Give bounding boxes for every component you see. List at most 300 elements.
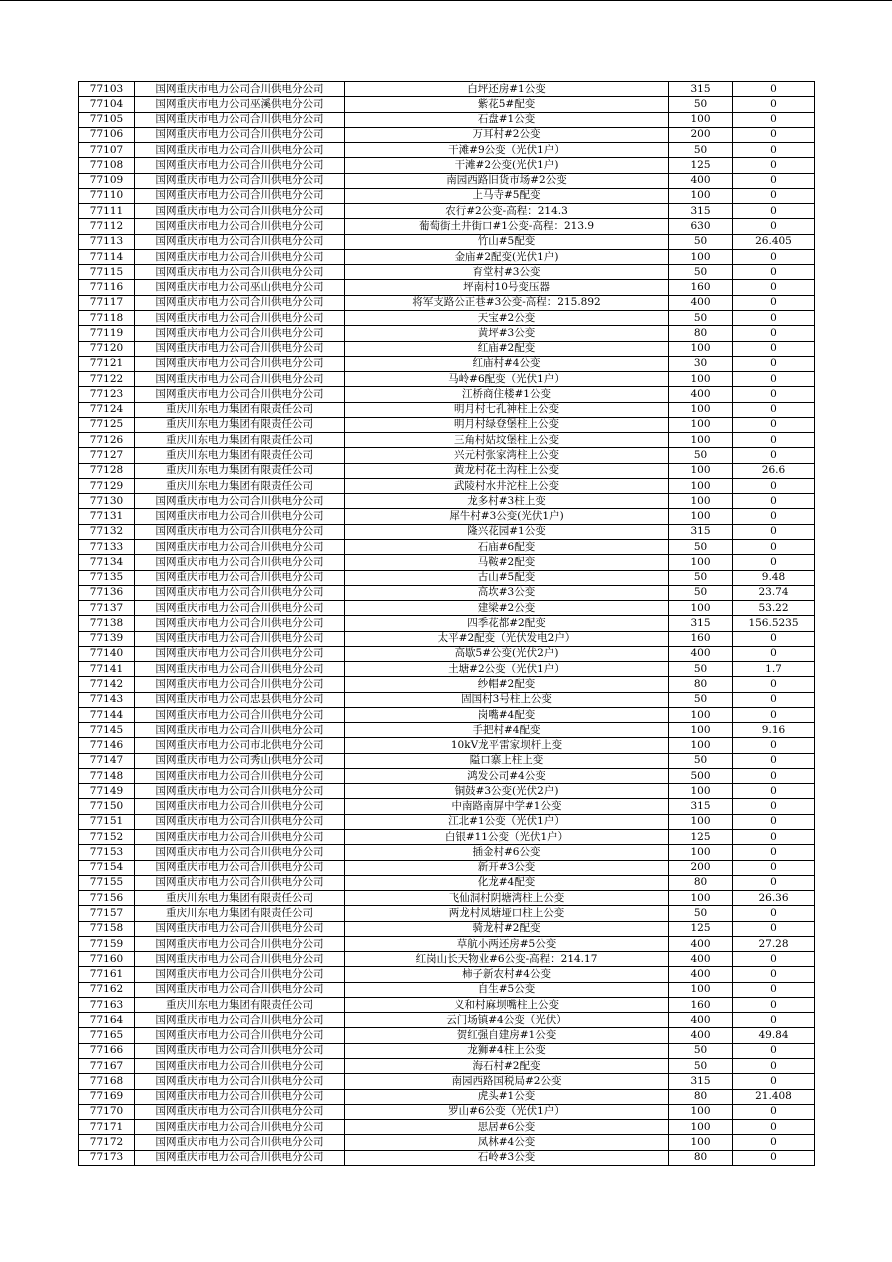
row-id-cell: 77103 bbox=[79, 82, 135, 97]
value-cell: 0 bbox=[733, 448, 815, 463]
value-cell: 0 bbox=[733, 784, 815, 799]
company-cell: 重庆川东电力集团有限责任公司 bbox=[135, 433, 345, 448]
row-id-cell: 77133 bbox=[79, 539, 135, 554]
value-cell: 0 bbox=[733, 82, 815, 97]
value-cell: 23.74 bbox=[733, 585, 815, 600]
transformer-name-cell: 马鞍#2配变 bbox=[345, 555, 669, 570]
table-row bbox=[79, 417, 815, 432]
table-row bbox=[79, 265, 815, 280]
table-row bbox=[79, 82, 815, 97]
table-row bbox=[79, 982, 815, 997]
table-row bbox=[79, 692, 815, 707]
row-id-cell: 77108 bbox=[79, 158, 135, 173]
row-id-cell: 77169 bbox=[79, 1089, 135, 1104]
capacity-cell: 100 bbox=[669, 341, 733, 356]
row-id-cell: 77131 bbox=[79, 509, 135, 524]
transformer-name-cell: 石庙#6配变 bbox=[345, 539, 669, 554]
company-cell: 国网重庆市电力公司合川供电分公司 bbox=[135, 967, 345, 982]
company-cell: 国网重庆市电力公司合川供电分公司 bbox=[135, 1013, 345, 1028]
capacity-cell: 100 bbox=[669, 814, 733, 829]
row-id-cell: 77150 bbox=[79, 799, 135, 814]
row-id-cell: 77116 bbox=[79, 280, 135, 295]
transformer-name-cell: 高坎#3公变 bbox=[345, 585, 669, 600]
row-id-cell: 77107 bbox=[79, 143, 135, 158]
table-row bbox=[79, 127, 815, 142]
table-row bbox=[79, 906, 815, 921]
transformer-name-cell: 新开#3公变 bbox=[345, 860, 669, 875]
capacity-cell: 315 bbox=[669, 82, 733, 97]
row-id-cell: 77137 bbox=[79, 601, 135, 616]
value-cell: 0 bbox=[733, 921, 815, 936]
capacity-cell: 400 bbox=[669, 1013, 733, 1028]
transformer-name-cell: 隘口寨上柱上变 bbox=[345, 753, 669, 768]
transformer-name-cell: 太平#2配变（光伏发电2户） bbox=[345, 631, 669, 646]
transformer-name-cell: 葡萄街土井街口#1公变-高程：213.9 bbox=[345, 219, 669, 234]
transformer-name-cell: 隆兴花园#1公变 bbox=[345, 524, 669, 539]
row-id-cell: 77122 bbox=[79, 372, 135, 387]
value-cell: 0 bbox=[733, 433, 815, 448]
company-cell: 国网重庆市电力公司合川供电分公司 bbox=[135, 82, 345, 97]
table-row bbox=[79, 936, 815, 951]
capacity-cell: 100 bbox=[669, 555, 733, 570]
table-row bbox=[79, 601, 815, 616]
capacity-cell: 50 bbox=[669, 97, 733, 112]
table-row bbox=[79, 1043, 815, 1058]
capacity-cell: 100 bbox=[669, 845, 733, 860]
transformer-name-cell: 化龙#4配变 bbox=[345, 875, 669, 890]
capacity-cell: 50 bbox=[669, 906, 733, 921]
table-row bbox=[79, 555, 815, 570]
company-cell: 国网重庆市电力公司合川供电分公司 bbox=[135, 509, 345, 524]
company-cell: 国网重庆市电力公司合川供电分公司 bbox=[135, 799, 345, 814]
capacity-cell: 200 bbox=[669, 127, 733, 142]
company-cell: 国网重庆市电力公司合川供电分公司 bbox=[135, 494, 345, 509]
company-cell: 国网重庆市电力公司合川供电分公司 bbox=[135, 570, 345, 585]
company-cell: 国网重庆市电力公司合川供电分公司 bbox=[135, 921, 345, 936]
transformer-name-cell: 江北#1公变（光伏1户） bbox=[345, 814, 669, 829]
row-id-cell: 77151 bbox=[79, 814, 135, 829]
company-cell: 国网重庆市电力公司合川供电分公司 bbox=[135, 204, 345, 219]
table-row bbox=[79, 784, 815, 799]
value-cell: 0 bbox=[733, 814, 815, 829]
value-cell: 0 bbox=[733, 1135, 815, 1150]
value-cell: 0 bbox=[733, 952, 815, 967]
row-id-cell: 77144 bbox=[79, 707, 135, 722]
value-cell: 0 bbox=[733, 1043, 815, 1058]
table-row bbox=[79, 860, 815, 875]
transformer-name-cell: 育堂村#3公变 bbox=[345, 265, 669, 280]
value-cell: 0 bbox=[733, 310, 815, 325]
value-cell: 0 bbox=[733, 677, 815, 692]
transformer-name-cell: 中南路南屏中学#1公变 bbox=[345, 799, 669, 814]
company-cell: 国网重庆市电力公司合川供电分公司 bbox=[135, 1028, 345, 1043]
value-cell: 0 bbox=[733, 204, 815, 219]
table-row bbox=[79, 478, 815, 493]
capacity-cell: 400 bbox=[669, 646, 733, 661]
transformer-name-cell: 白银#11公变（光伏1户） bbox=[345, 830, 669, 845]
value-cell: 0 bbox=[733, 265, 815, 280]
company-cell: 重庆川东电力集团有限责任公司 bbox=[135, 478, 345, 493]
company-cell: 国网重庆市电力公司合川供电分公司 bbox=[135, 127, 345, 142]
value-cell: 27.28 bbox=[733, 936, 815, 951]
table-row bbox=[79, 143, 815, 158]
transformer-name-cell: 石盘#1公变 bbox=[345, 112, 669, 127]
company-cell: 国网重庆市电力公司合川供电分公司 bbox=[135, 219, 345, 234]
table-row bbox=[79, 509, 815, 524]
table-row bbox=[79, 631, 815, 646]
transformer-name-cell: 铜鼓#3公变(光伏2户) bbox=[345, 784, 669, 799]
value-cell: 21.408 bbox=[733, 1089, 815, 1104]
capacity-cell: 100 bbox=[669, 372, 733, 387]
capacity-cell: 315 bbox=[669, 204, 733, 219]
transformer-name-cell: 竹山#5配变 bbox=[345, 234, 669, 249]
value-cell: 0 bbox=[733, 555, 815, 570]
table-row bbox=[79, 326, 815, 341]
row-id-cell: 77160 bbox=[79, 952, 135, 967]
capacity-cell: 50 bbox=[669, 234, 733, 249]
row-id-cell: 77125 bbox=[79, 417, 135, 432]
table-row bbox=[79, 402, 815, 417]
capacity-cell: 50 bbox=[669, 265, 733, 280]
table-row bbox=[79, 173, 815, 188]
value-cell: 0 bbox=[733, 707, 815, 722]
transformer-name-cell: 白坪还房#1公变 bbox=[345, 82, 669, 97]
capacity-cell: 50 bbox=[669, 310, 733, 325]
value-cell: 0 bbox=[733, 875, 815, 890]
row-id-cell: 77173 bbox=[79, 1150, 135, 1165]
capacity-cell: 50 bbox=[669, 143, 733, 158]
row-id-cell: 77143 bbox=[79, 692, 135, 707]
company-cell: 重庆川东电力集团有限责任公司 bbox=[135, 463, 345, 478]
transformer-name-cell: 思居#6公变 bbox=[345, 1120, 669, 1135]
value-cell: 0 bbox=[733, 417, 815, 432]
transformer-name-cell: 龙狮#4柱上公变 bbox=[345, 1043, 669, 1058]
capacity-cell: 50 bbox=[669, 585, 733, 600]
row-id-cell: 77123 bbox=[79, 387, 135, 402]
row-id-cell: 77138 bbox=[79, 616, 135, 631]
row-id-cell: 77129 bbox=[79, 478, 135, 493]
value-cell: 0 bbox=[733, 173, 815, 188]
transformer-name-cell: 明月村七孔神柱上公变 bbox=[345, 402, 669, 417]
value-cell: 0 bbox=[733, 539, 815, 554]
transformer-name-cell: 紫花5#配变 bbox=[345, 97, 669, 112]
table-row bbox=[79, 738, 815, 753]
capacity-cell: 100 bbox=[669, 1104, 733, 1119]
capacity-cell: 315 bbox=[669, 1074, 733, 1089]
table-row bbox=[79, 1089, 815, 1104]
value-cell: 0 bbox=[733, 631, 815, 646]
row-id-cell: 77117 bbox=[79, 295, 135, 310]
transformer-name-cell: 插金村#6公变 bbox=[345, 845, 669, 860]
table-row bbox=[79, 341, 815, 356]
company-cell: 国网重庆市电力公司合川供电分公司 bbox=[135, 875, 345, 890]
table-row bbox=[79, 448, 815, 463]
transformer-name-cell: 海石村#2配变 bbox=[345, 1059, 669, 1074]
company-cell: 国网重庆市电力公司合川供电分公司 bbox=[135, 539, 345, 554]
transformer-name-cell: 手把村#4配变 bbox=[345, 723, 669, 738]
company-cell: 国网重庆市电力公司合川供电分公司 bbox=[135, 356, 345, 371]
capacity-cell: 100 bbox=[669, 249, 733, 264]
transformer-name-cell: 将军支路公正巷#3公变-高程：215.892 bbox=[345, 295, 669, 310]
table-row bbox=[79, 387, 815, 402]
value-cell: 0 bbox=[733, 1104, 815, 1119]
company-cell: 国网重庆市电力公司合川供电分公司 bbox=[135, 249, 345, 264]
table-row bbox=[79, 1120, 815, 1135]
company-cell: 国网重庆市电力公司合川供电分公司 bbox=[135, 1059, 345, 1074]
value-cell: 0 bbox=[733, 249, 815, 264]
capacity-cell: 400 bbox=[669, 295, 733, 310]
row-id-cell: 77166 bbox=[79, 1043, 135, 1058]
table-row bbox=[79, 845, 815, 860]
transformer-name-cell: 红岗山长天物业#6公变-高程：214.17 bbox=[345, 952, 669, 967]
value-cell: 0 bbox=[733, 112, 815, 127]
capacity-cell: 100 bbox=[669, 509, 733, 524]
company-cell: 国网重庆市电力公司合川供电分公司 bbox=[135, 631, 345, 646]
company-cell: 国网重庆市电力公司合川供电分公司 bbox=[135, 234, 345, 249]
company-cell: 国网重庆市电力公司合川供电分公司 bbox=[135, 158, 345, 173]
company-cell: 国网重庆市电力公司合川供电分公司 bbox=[135, 1150, 345, 1165]
transformer-name-cell: 10kV龙平雷家坝杆上变 bbox=[345, 738, 669, 753]
capacity-cell: 50 bbox=[669, 570, 733, 585]
value-cell: 0 bbox=[733, 753, 815, 768]
value-cell: 0 bbox=[733, 478, 815, 493]
table-row bbox=[79, 1135, 815, 1150]
capacity-cell: 200 bbox=[669, 860, 733, 875]
capacity-cell: 50 bbox=[669, 662, 733, 677]
transformer-name-cell: 马岭#6配变（光伏1户） bbox=[345, 372, 669, 387]
transformer-name-cell: 龙多村#3柱上变 bbox=[345, 494, 669, 509]
capacity-cell: 50 bbox=[669, 692, 733, 707]
value-cell: 0 bbox=[733, 402, 815, 417]
value-cell: 0 bbox=[733, 188, 815, 203]
transformer-name-cell: 三角村姑坟堡柱上公变 bbox=[345, 433, 669, 448]
row-id-cell: 77109 bbox=[79, 173, 135, 188]
value-cell: 0 bbox=[733, 1013, 815, 1028]
table-row bbox=[79, 814, 815, 829]
capacity-cell: 315 bbox=[669, 616, 733, 631]
capacity-cell: 80 bbox=[669, 1089, 733, 1104]
row-id-cell: 77161 bbox=[79, 967, 135, 982]
table-row bbox=[79, 158, 815, 173]
value-cell: 9.48 bbox=[733, 570, 815, 585]
capacity-cell: 100 bbox=[669, 891, 733, 906]
value-cell: 0 bbox=[733, 326, 815, 341]
capacity-cell: 400 bbox=[669, 967, 733, 982]
value-cell: 0 bbox=[733, 845, 815, 860]
row-id-cell: 77153 bbox=[79, 845, 135, 860]
value-cell: 0 bbox=[733, 906, 815, 921]
row-id-cell: 77164 bbox=[79, 1013, 135, 1028]
value-cell: 0 bbox=[733, 341, 815, 356]
table-row bbox=[79, 1013, 815, 1028]
row-id-cell: 77127 bbox=[79, 448, 135, 463]
row-id-cell: 77139 bbox=[79, 631, 135, 646]
value-cell: 53.22 bbox=[733, 601, 815, 616]
capacity-cell: 100 bbox=[669, 112, 733, 127]
capacity-cell: 50 bbox=[669, 753, 733, 768]
row-id-cell: 77106 bbox=[79, 127, 135, 142]
capacity-cell: 100 bbox=[669, 433, 733, 448]
capacity-cell: 100 bbox=[669, 402, 733, 417]
transformer-name-cell: 兴元村张家湾柱上公变 bbox=[345, 448, 669, 463]
capacity-cell: 400 bbox=[669, 387, 733, 402]
company-cell: 国网重庆市电力公司合川供电分公司 bbox=[135, 845, 345, 860]
transformer-name-cell: 建梁#2公变 bbox=[345, 601, 669, 616]
company-cell: 重庆川东电力集团有限责任公司 bbox=[135, 402, 345, 417]
table-row bbox=[79, 616, 815, 631]
row-id-cell: 77142 bbox=[79, 677, 135, 692]
value-cell: 0 bbox=[733, 1074, 815, 1089]
row-id-cell: 77155 bbox=[79, 875, 135, 890]
company-cell: 国网重庆市电力公司合川供电分公司 bbox=[135, 295, 345, 310]
transformer-name-cell: 固国村3号柱上公变 bbox=[345, 692, 669, 707]
value-cell: 0 bbox=[733, 356, 815, 371]
table-row bbox=[79, 204, 815, 219]
value-cell: 26.405 bbox=[733, 234, 815, 249]
transformer-name-cell: 纱帽#2配变 bbox=[345, 677, 669, 692]
row-id-cell: 77147 bbox=[79, 753, 135, 768]
transformer-name-cell: 南园西路旧货市场#2公变 bbox=[345, 173, 669, 188]
value-cell: 0 bbox=[733, 1059, 815, 1074]
row-id-cell: 77105 bbox=[79, 112, 135, 127]
row-id-cell: 77156 bbox=[79, 891, 135, 906]
value-cell: 0 bbox=[733, 158, 815, 173]
capacity-cell: 400 bbox=[669, 1028, 733, 1043]
company-cell: 国网重庆市电力公司合川供电分公司 bbox=[135, 143, 345, 158]
row-id-cell: 77148 bbox=[79, 768, 135, 783]
transformer-name-cell: 万耳村#2公变 bbox=[345, 127, 669, 142]
transformer-name-cell: 草航小两还房#5公变 bbox=[345, 936, 669, 951]
value-cell: 0 bbox=[733, 799, 815, 814]
row-id-cell: 77135 bbox=[79, 570, 135, 585]
capacity-cell: 50 bbox=[669, 1059, 733, 1074]
capacity-cell: 400 bbox=[669, 936, 733, 951]
company-cell: 国网重庆市电力公司合川供电分公司 bbox=[135, 326, 345, 341]
table-row bbox=[79, 723, 815, 738]
table-row bbox=[79, 875, 815, 890]
capacity-cell: 100 bbox=[669, 738, 733, 753]
table-row bbox=[79, 433, 815, 448]
table-row bbox=[79, 249, 815, 264]
value-cell: 0 bbox=[733, 738, 815, 753]
capacity-cell: 125 bbox=[669, 830, 733, 845]
table-row bbox=[79, 524, 815, 539]
company-cell: 国网重庆市电力公司合川供电分公司 bbox=[135, 1089, 345, 1104]
row-id-cell: 77149 bbox=[79, 784, 135, 799]
transformer-name-cell: 坪南村10号变压器 bbox=[345, 280, 669, 295]
row-id-cell: 77104 bbox=[79, 97, 135, 112]
company-cell: 国网重庆市电力公司合川供电分公司 bbox=[135, 372, 345, 387]
capacity-cell: 100 bbox=[669, 463, 733, 478]
row-id-cell: 77118 bbox=[79, 310, 135, 325]
table-row bbox=[79, 372, 815, 387]
company-cell: 国网重庆市电力公司合川供电分公司 bbox=[135, 707, 345, 722]
table-row bbox=[79, 1074, 815, 1089]
value-cell: 156.5235 bbox=[733, 616, 815, 631]
transformer-name-cell: 贺红强自建房#1公变 bbox=[345, 1028, 669, 1043]
company-cell: 国网重庆市电力公司合川供电分公司 bbox=[135, 952, 345, 967]
table-row bbox=[79, 1150, 815, 1165]
transformer-name-cell: 红庙#2配变 bbox=[345, 341, 669, 356]
row-id-cell: 77114 bbox=[79, 249, 135, 264]
row-id-cell: 77128 bbox=[79, 463, 135, 478]
capacity-cell: 160 bbox=[669, 997, 733, 1012]
value-cell: 0 bbox=[733, 509, 815, 524]
value-cell: 0 bbox=[733, 219, 815, 234]
table-row bbox=[79, 1028, 815, 1043]
row-id-cell: 77145 bbox=[79, 723, 135, 738]
transformer-name-cell: 罗山#6公变（光伏1户） bbox=[345, 1104, 669, 1119]
row-id-cell: 77162 bbox=[79, 982, 135, 997]
row-id-cell: 77152 bbox=[79, 830, 135, 845]
value-cell: 0 bbox=[733, 1150, 815, 1165]
row-id-cell: 77158 bbox=[79, 921, 135, 936]
capacity-cell: 100 bbox=[669, 784, 733, 799]
value-cell: 26.36 bbox=[733, 891, 815, 906]
value-cell: 0 bbox=[733, 280, 815, 295]
company-cell: 重庆川东电力集团有限责任公司 bbox=[135, 891, 345, 906]
company-cell: 国网重庆市电力公司合川供电分公司 bbox=[135, 601, 345, 616]
capacity-cell: 400 bbox=[669, 173, 733, 188]
table-row bbox=[79, 1104, 815, 1119]
value-cell: 26.6 bbox=[733, 463, 815, 478]
company-cell: 国网重庆市电力公司合川供电分公司 bbox=[135, 1120, 345, 1135]
transformer-name-cell: 鸿发公司#4公变 bbox=[345, 768, 669, 783]
transformer-name-cell: 土塘#2公变（光伏1户） bbox=[345, 662, 669, 677]
transformer-name-cell: 古山#5配变 bbox=[345, 570, 669, 585]
row-id-cell: 77124 bbox=[79, 402, 135, 417]
company-cell: 国网重庆市电力公司合川供电分公司 bbox=[135, 173, 345, 188]
company-cell: 国网重庆市电力公司合川供电分公司 bbox=[135, 265, 345, 280]
table-row bbox=[79, 967, 815, 982]
transformer-name-cell: 飞仙洞村阴塘湾柱上公变 bbox=[345, 891, 669, 906]
company-cell: 国网重庆市电力公司合川供电分公司 bbox=[135, 387, 345, 402]
table-row bbox=[79, 295, 815, 310]
capacity-cell: 100 bbox=[669, 723, 733, 738]
transformer-name-cell: 两龙村凤塘垭口柱上公变 bbox=[345, 906, 669, 921]
row-id-cell: 77154 bbox=[79, 860, 135, 875]
capacity-cell: 100 bbox=[669, 494, 733, 509]
value-cell: 0 bbox=[733, 524, 815, 539]
transformer-name-cell: 明月村绿登堡柱上公变 bbox=[345, 417, 669, 432]
capacity-cell: 100 bbox=[669, 188, 733, 203]
transformer-name-cell: 岗嘴#4配变 bbox=[345, 707, 669, 722]
table-row bbox=[79, 310, 815, 325]
company-cell: 国网重庆市电力公司合川供电分公司 bbox=[135, 310, 345, 325]
value-cell: 0 bbox=[733, 372, 815, 387]
company-cell: 国网重庆市电力公司合川供电分公司 bbox=[135, 677, 345, 692]
company-cell: 国网重庆市电力公司合川供电分公司 bbox=[135, 616, 345, 631]
transformer-name-cell: 武陵村水井沱柱上公变 bbox=[345, 478, 669, 493]
capacity-cell: 100 bbox=[669, 478, 733, 493]
capacity-cell: 50 bbox=[669, 539, 733, 554]
capacity-cell: 80 bbox=[669, 875, 733, 890]
transformer-table bbox=[78, 81, 815, 1166]
company-cell: 国网重庆市电力公司忠县供电分公司 bbox=[135, 692, 345, 707]
row-id-cell: 77140 bbox=[79, 646, 135, 661]
company-cell: 国网重庆市电力公司巫山供电分公司 bbox=[135, 280, 345, 295]
value-cell: 0 bbox=[733, 143, 815, 158]
row-id-cell: 77136 bbox=[79, 585, 135, 600]
table-row bbox=[79, 539, 815, 554]
value-cell: 0 bbox=[733, 982, 815, 997]
capacity-cell: 100 bbox=[669, 417, 733, 432]
capacity-cell: 315 bbox=[669, 524, 733, 539]
row-id-cell: 77112 bbox=[79, 219, 135, 234]
table-row bbox=[79, 753, 815, 768]
value-cell: 9.16 bbox=[733, 723, 815, 738]
capacity-cell: 30 bbox=[669, 356, 733, 371]
